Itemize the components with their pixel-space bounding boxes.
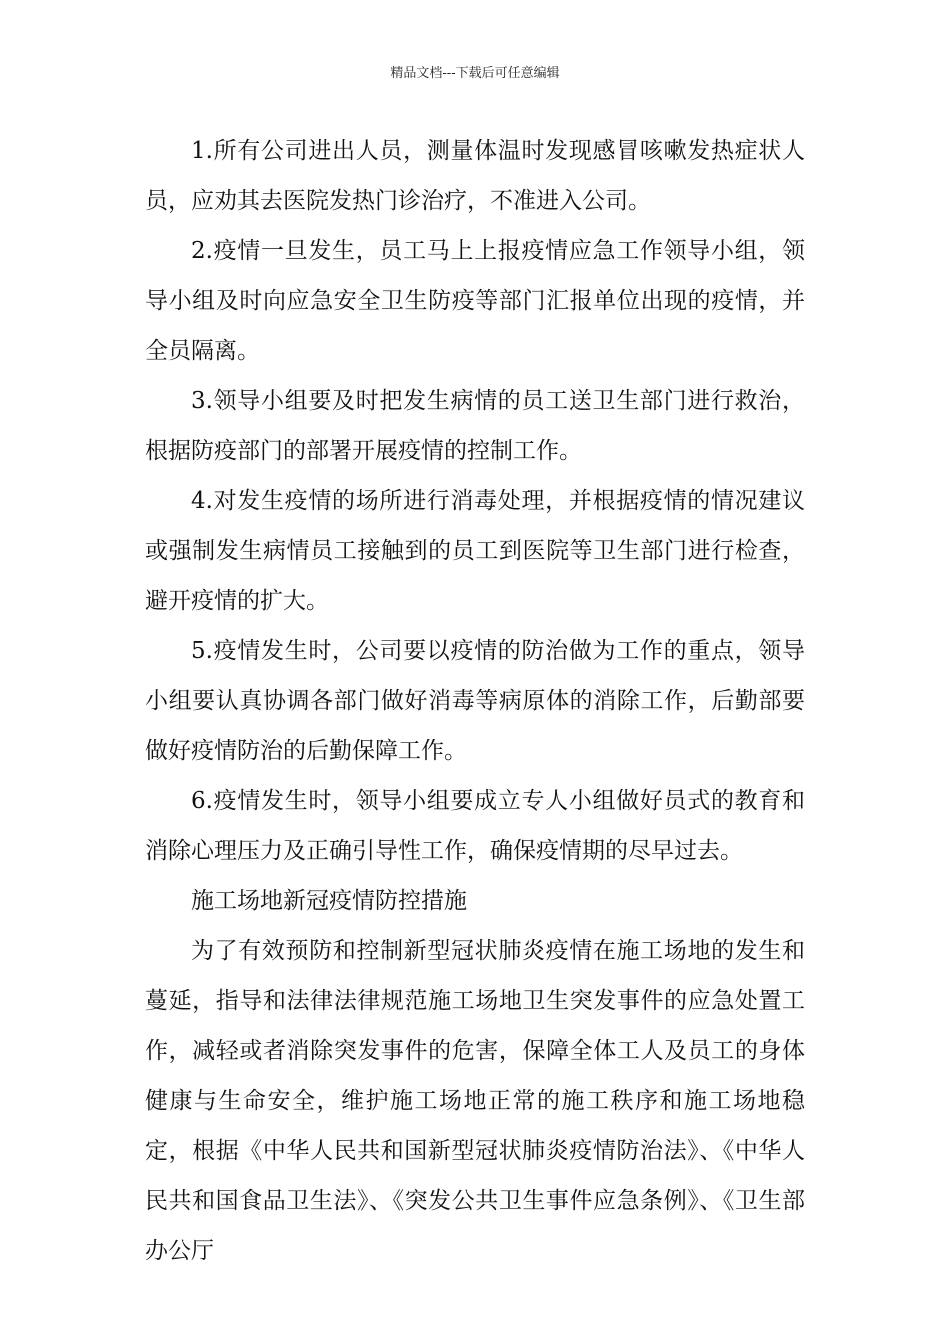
paragraph-5: 5.疫情发生时，公司要以疫情的防治做为工作的重点，领导小组要认真协调各部门做好消毒等病原体的消除工作，后勤部要做好疫情防治的后勤保障工作。 bbox=[145, 638, 805, 764]
paragraph-2: 2.疫情一旦发生，员工马上上报疫情应急工作领导小组，领导小组及时向应急安全卫生防疫等部门汇报单位出现的疫情，并全员隔离。 bbox=[145, 238, 805, 364]
paragraph-3: 3.领导小组要及时把发生病情的员工送卫生部门进行救治，根据防疫部门的部署开展疫情的控制工作。 bbox=[145, 388, 805, 464]
page-header: 精品文档---下载后可任意编辑 bbox=[390, 66, 560, 81]
paragraph-1: 1.所有公司进出人员，测量体温时发现感冒咳嗽发热症状人员，应劝其去医院发热门诊治疗，不准进入公司。 bbox=[145, 138, 805, 214]
paragraph-intro: 为了有效预防和控制新型冠状肺炎疫情在施工场地的发生和蔓延，指导和法律法律规范施工场地卫生突发事件的应急处置工作，减轻或者消除突发事件的危害，保障全体工人及员工的身体健康与生命安全，维护施工场地正常的施工秩序和施工场地稳定，根据《中华人民共和国新型冠状肺炎疫情防治法》、《中华人民共和国食品卫生法》、《突发公共卫生事件应急条例》、《卫生部办公厅 bbox=[145, 938, 805, 1264]
paragraph-4: 4.对发生疫情的场所进行消毒处理，并根据疫情的情况建议或强制发生病情员工接触到的员工到医院等卫生部门进行检查，避开疫情的扩大。 bbox=[145, 488, 805, 614]
document-body bbox=[145, 126, 805, 1276]
paragraph-6: 6.疫情发生时，领导小组要成立专人小组做好员式的教育和消除心理压力及正确引导性工作，确保疫情期的尽早过去。 bbox=[145, 788, 805, 864]
section-heading: 施工场地新冠疫情防控措施 bbox=[191, 888, 467, 914]
